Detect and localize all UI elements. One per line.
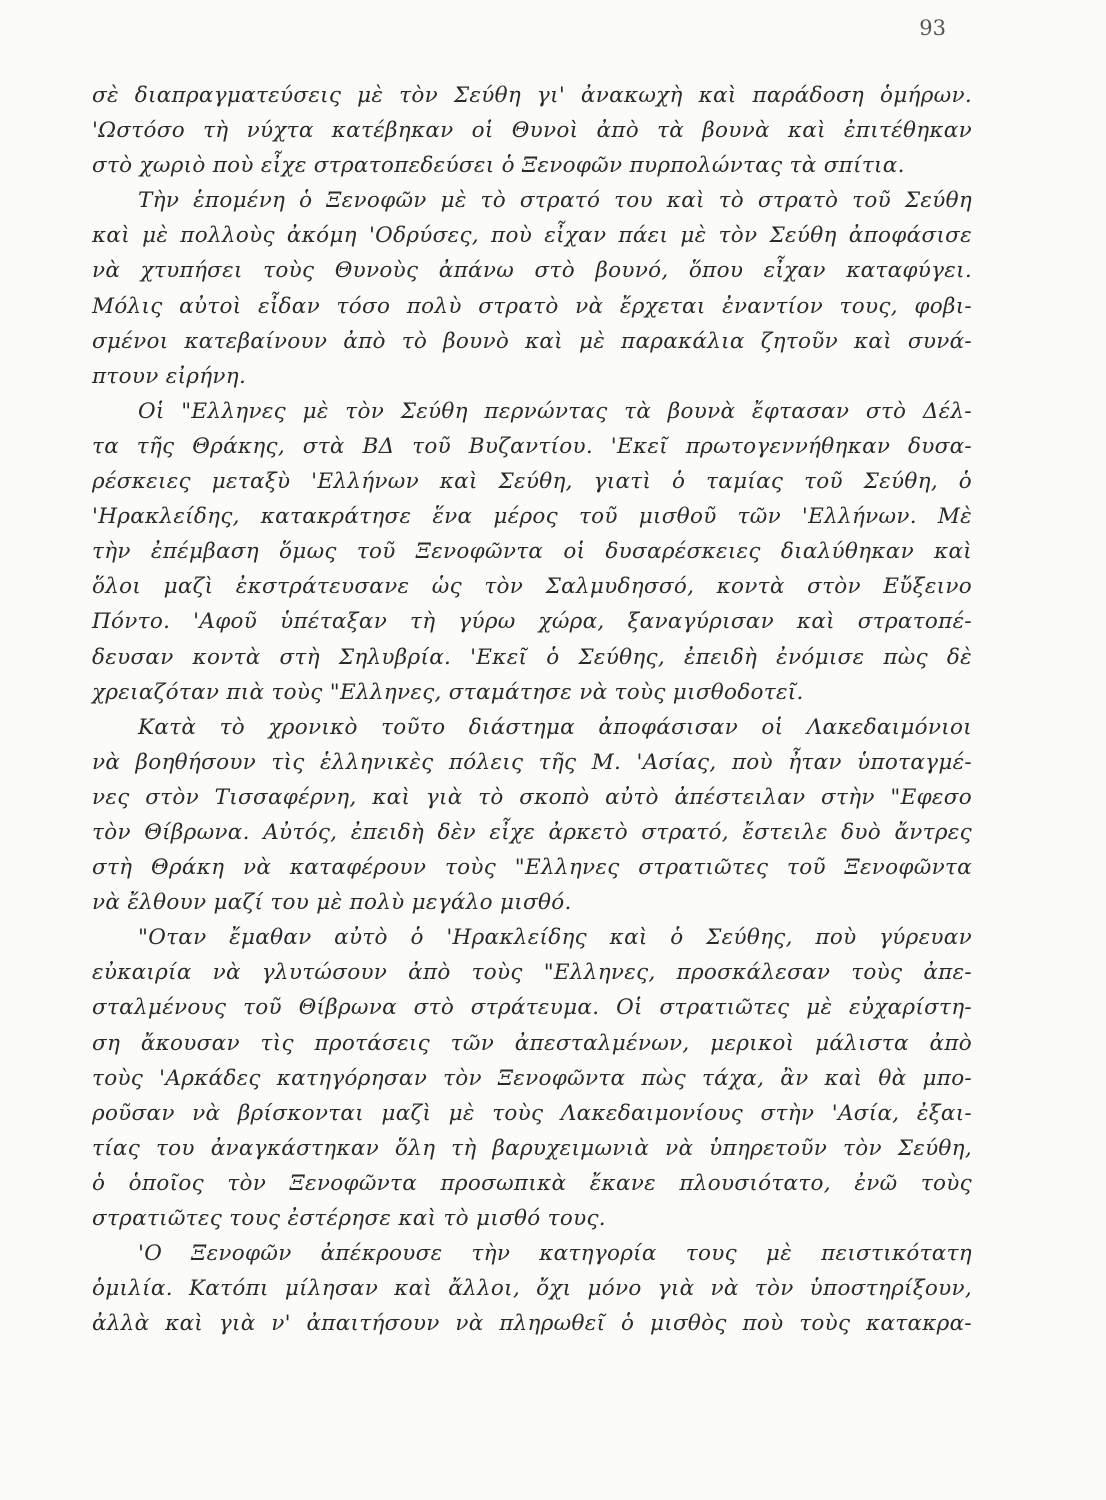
text-line: τίας του ἀναγκάστηκαν ὅλη τὴ βαρυχειμωνιὰ νὰ ὑπηρετοῦν τὸν Σεύθη, xyxy=(92,1135,972,1161)
text-line: σταλμένους τοῦ Θίβρωνα στὸ στράτευμα. Οἱ στρατιῶτες μὲ εὐχαρίστη- xyxy=(92,995,972,1021)
text-line: Κατὰ τὸ χρονικὸ τοῦτο διάστημα ἀποφάσισαν οἱ Λακεδαιμόνιοι xyxy=(138,714,972,740)
text-line: τα τῆς Θράκης, στὰ ΒΔ τοῦ Βυζαντίου. 'Εκεῖ πρωτογεννήθηκαν δυσα- xyxy=(92,433,972,459)
text-body xyxy=(92,78,972,1341)
text-line: ὁ ὁποῖος τὸν Ξενοφῶντα προσωπικὰ ἔκανε πλουσιότατο, ἐνῶ τοὺς xyxy=(92,1170,972,1196)
text-line: 'Ο Ξενοφῶν ἀπέκρουσε τὴν κατηγορία τους μὲ πειστικότατη xyxy=(138,1241,972,1267)
text-line: ροῦσαν νὰ βρίσκονται μαζὶ μὲ τοὺς Λακεδαιμονίους στὴν 'Ασία, ἐξαι- xyxy=(92,1100,972,1126)
text-line: Τὴν ἑπομένη ὁ Ξενοφῶν μὲ τὸ στρατό του καὶ τὸ στρατὸ τοῦ Σεύθη xyxy=(138,188,972,214)
text-line: τὴν ἐπέμβαση ὅμως τοῦ Ξενοφῶντα οἱ δυσαρέσκειες διαλύθηκαν καὶ xyxy=(92,539,972,565)
text-line: νες στὸν Τισσαφέρνη, καὶ γιὰ τὸ σκοπὸ αὐτὸ ἀπέστειλαν στὴν "Εφεσο xyxy=(92,784,972,810)
text-line: νὰ βοηθήσουν τὶς ἑλληνικὲς πόλεις τῆς Μ. 'Ασίας, ποὺ ἦταν ὑποταγμέ- xyxy=(92,749,972,775)
text-line: 'Ηρακλείδης, κατακράτησε ἕνα μέρος τοῦ μισθοῦ τῶν 'Ελλήνων. Μὲ xyxy=(92,504,972,530)
text-line: ὁμιλία. Κατόπι μίλησαν καὶ ἄλλοι, ὄχι μόνο γιὰ νὰ τὸν ὑποστηρίξουν, xyxy=(92,1276,972,1302)
text-line: 'Ωστόσο τὴ νύχτα κατέβηκαν οἱ Θυνοὶ ἀπὸ τὰ βουνὰ καὶ ἐπιτέθηκαν xyxy=(92,118,972,144)
text-line: ἀλλὰ καὶ γιὰ ν' ἀπαιτήσουν νὰ πληρωθεῖ ὁ μισθὸς ποὺ τοὺς κατακρα- xyxy=(92,1311,972,1337)
text-line: καὶ μὲ πολλοὺς ἀκόμη 'Οδρύσες, ποὺ εἶχαν πάει μὲ τὸν Σεύθη ἀποφάσισε xyxy=(92,223,972,249)
text-line: σμένοι κατεβαίνουν ἀπὸ τὸ βουνὸ καὶ μὲ παρακάλια ζητοῦν καὶ συνά- xyxy=(92,328,972,354)
text-line: τοὺς 'Αρκάδες κατηγόρησαν τὸν Ξενοφῶντα πὼς τάχα, ἂν καὶ θὰ μπο- xyxy=(92,1065,972,1091)
text-line: Πόντο. 'Αφοῦ ὑπέταξαν τὴ γύρω χώρα, ξαναγύρισαν καὶ στρατοπέ- xyxy=(92,609,972,635)
text-line: δευσαν κοντὰ στὴ Σηλυβρία. 'Εκεῖ ὁ Σεύθης, ἐπειδὴ ἐνόμισε πὼς δὲ xyxy=(92,644,972,670)
text-line: νὰ χτυπήσει τοὺς Θυνοὺς ἀπάνω στὸ βουνό, ὅπου εἶχαν καταφύγει. xyxy=(92,258,972,284)
text-line: χρειαζόταν πιὰ τοὺς "Ελληνες, σταμάτησε νὰ τοὺς μισθοδοτεῖ. xyxy=(92,679,804,705)
text-line: ὅλοι μαζὶ ἐκστράτευσανε ὡς τὸν Σαλμυδησσό, κοντὰ στὸν Εὔξεινο xyxy=(92,574,972,600)
text-line: "Οταν ἔμαθαν αὐτὸ ὁ 'Ηρακλείδης καὶ ὁ Σεύθης, ποὺ γύρευαν xyxy=(138,925,972,951)
text-line: τὸν Θίβρωνα. Αὐτός, ἐπειδὴ δὲν εἶχε ἀρκετὸ στρατό, ἔστειλε δυὸ ἄντρες xyxy=(92,819,972,845)
text-line: στὸ χωριὸ ποὺ εἶχε στρατοπεδεύσει ὁ Ξενοφῶν πυρπολώντας τὰ σπίτια. xyxy=(92,153,905,179)
text-line: στρατιῶτες τους ἐστέρησε καὶ τὸ μισθό τους. xyxy=(92,1206,606,1231)
text-line: Οἱ "Ελληνες μὲ τὸν Σεύθη περνώντας τὰ βουνὰ ἔφτασαν στὸ Δέλ- xyxy=(138,398,972,424)
text-line: πτουν εἰρήνη. xyxy=(92,363,247,389)
text-line: Μόλις αὐτοὶ εἶδαν τόσο πολὺ στρατὸ νὰ ἔρχεται ἐναντίον τους, φοβι- xyxy=(92,293,972,319)
text-line: εὐκαιρία νὰ γλυτώσουν ἀπὸ τοὺς "Ελληνες, προσκάλεσαν τοὺς ἀπε- xyxy=(92,960,972,986)
text-line: ρέσκειες μεταξὺ 'Ελλήνων καὶ Σεύθη, γιατὶ ὁ ταμίας τοῦ Σεύθη, ὁ xyxy=(92,469,972,495)
text-line: στὴ Θράκη νὰ καταφέρουν τοὺς "Ελληνες στρατιῶτες τοῦ Ξενοφῶντα xyxy=(92,855,972,881)
text-line: νὰ ἔλθουν μαζί του μὲ πολὺ μεγάλο μισθό. xyxy=(92,890,572,916)
page-number: 93 xyxy=(919,16,946,40)
text-line: σὲ διαπραγματεύσεις μὲ τὸν Σεύθη γι' ἀνακωχὴ καὶ παράδοση ὁμήρων. xyxy=(92,83,972,108)
text-line: ση ἄκουσαν τὶς προτάσεις τῶν ἀπεσταλμένων, μερικοὶ μάλιστα ἀπὸ xyxy=(92,1030,972,1056)
